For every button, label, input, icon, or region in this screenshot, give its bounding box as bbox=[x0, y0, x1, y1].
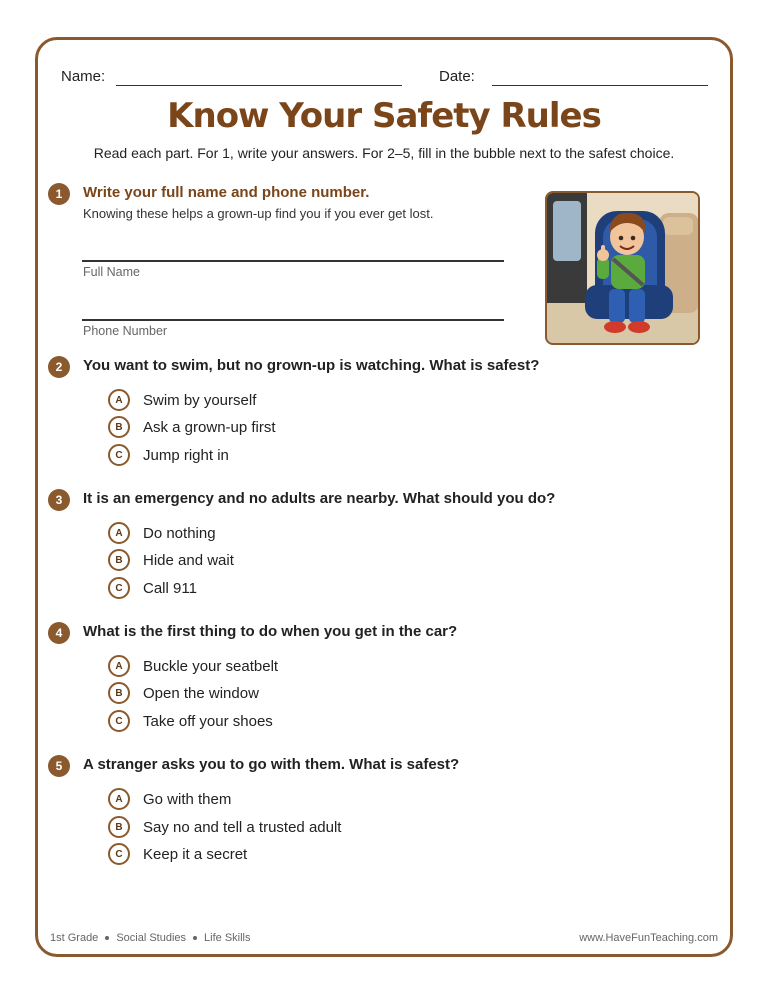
child-in-car-seat-illustration bbox=[545, 191, 700, 345]
question-2-text: You want to swim, but no grown-up is watching. What is safest? bbox=[83, 357, 540, 374]
answer-bubble[interactable]: B bbox=[108, 416, 130, 438]
answer-bubble[interactable]: B bbox=[108, 682, 130, 704]
page-title: Know Your Safety Rules bbox=[167, 96, 601, 136]
option-3c[interactable] bbox=[108, 577, 197, 599]
question-5-text: A stranger asks you to go with them. What is safest? bbox=[83, 756, 460, 773]
option-label: Go with them bbox=[143, 790, 232, 808]
answer-bubble[interactable]: B bbox=[108, 549, 130, 571]
option-label: Jump right in bbox=[143, 446, 229, 464]
answer-bubble[interactable]: B bbox=[108, 816, 130, 838]
option-label: Call 911 bbox=[143, 579, 197, 597]
date-input-line[interactable] bbox=[492, 85, 708, 86]
answer-bubble[interactable]: A bbox=[108, 655, 130, 677]
option-2b[interactable] bbox=[108, 416, 276, 438]
option-4a[interactable] bbox=[108, 655, 278, 677]
full-name-label: Full Name bbox=[83, 265, 140, 279]
answer-bubble[interactable]: A bbox=[108, 522, 130, 544]
question-number-badge: 4 bbox=[48, 622, 70, 644]
answer-bubble[interactable]: A bbox=[108, 389, 130, 411]
car-seat-icon bbox=[547, 193, 700, 345]
footer-tag-subject: Social Studies bbox=[116, 932, 187, 944]
question-number-badge: 2 bbox=[48, 356, 70, 378]
option-3b[interactable] bbox=[108, 549, 234, 571]
answer-bubble[interactable]: C bbox=[108, 444, 130, 466]
full-name-line[interactable] bbox=[82, 260, 504, 262]
phone-number-line[interactable] bbox=[82, 319, 504, 321]
footer-tag-topic: Life Skills bbox=[204, 932, 251, 944]
option-label: Take off your shoes bbox=[143, 712, 273, 730]
option-label: Ask a grown-up first bbox=[143, 418, 276, 436]
option-5c[interactable] bbox=[108, 843, 247, 865]
option-2c[interactable] bbox=[108, 444, 229, 466]
option-3a[interactable] bbox=[108, 522, 216, 544]
name-input-line[interactable] bbox=[116, 85, 402, 86]
question-1-hint: Knowing these helps a grown-up find you if you ever get lost. bbox=[83, 206, 434, 221]
question-number-badge: 5 bbox=[48, 755, 70, 777]
option-label: Open the window bbox=[143, 684, 259, 702]
footer-tag-grade: 1st Grade bbox=[50, 932, 99, 944]
answer-bubble[interactable]: A bbox=[108, 788, 130, 810]
option-label: Do nothing bbox=[143, 524, 216, 542]
question-4-text: What is the first thing to do when you get in the car? bbox=[83, 623, 458, 640]
question-3-text: It is an emergency and no adults are nearby. What should you do? bbox=[83, 490, 556, 507]
option-5b[interactable] bbox=[108, 816, 341, 838]
option-5a[interactable] bbox=[108, 788, 231, 810]
answer-bubble[interactable]: C bbox=[108, 577, 130, 599]
option-label: Hide and wait bbox=[143, 551, 234, 569]
date-label: Date: bbox=[439, 68, 475, 85]
question-number-badge: 1 bbox=[48, 183, 70, 205]
question-1-text: Write your full name and phone number. bbox=[83, 184, 370, 201]
option-label: Swim by yourself bbox=[143, 391, 257, 409]
option-4c[interactable] bbox=[108, 710, 273, 732]
separator-dot bbox=[193, 936, 197, 940]
separator-dot bbox=[105, 936, 109, 940]
answer-bubble[interactable]: C bbox=[108, 843, 130, 865]
option-label: Buckle your seatbelt bbox=[143, 657, 279, 675]
option-4b[interactable] bbox=[108, 682, 259, 704]
footer-site: www.HaveFunTeaching.com bbox=[579, 932, 718, 944]
instructions: Read each part. For 1, write your answers. For 2–5, fill in the bubble next to the safest choice. bbox=[93, 145, 675, 161]
footer-tags bbox=[50, 932, 251, 944]
name-label: Name: bbox=[61, 68, 106, 85]
phone-number-label: Phone Number bbox=[83, 324, 168, 338]
question-number-badge: 3 bbox=[48, 489, 70, 511]
option-label: Keep it a secret bbox=[143, 845, 248, 863]
option-label: Say no and tell a trusted adult bbox=[143, 818, 342, 836]
answer-bubble[interactable]: C bbox=[108, 710, 130, 732]
option-2a[interactable] bbox=[108, 389, 256, 411]
